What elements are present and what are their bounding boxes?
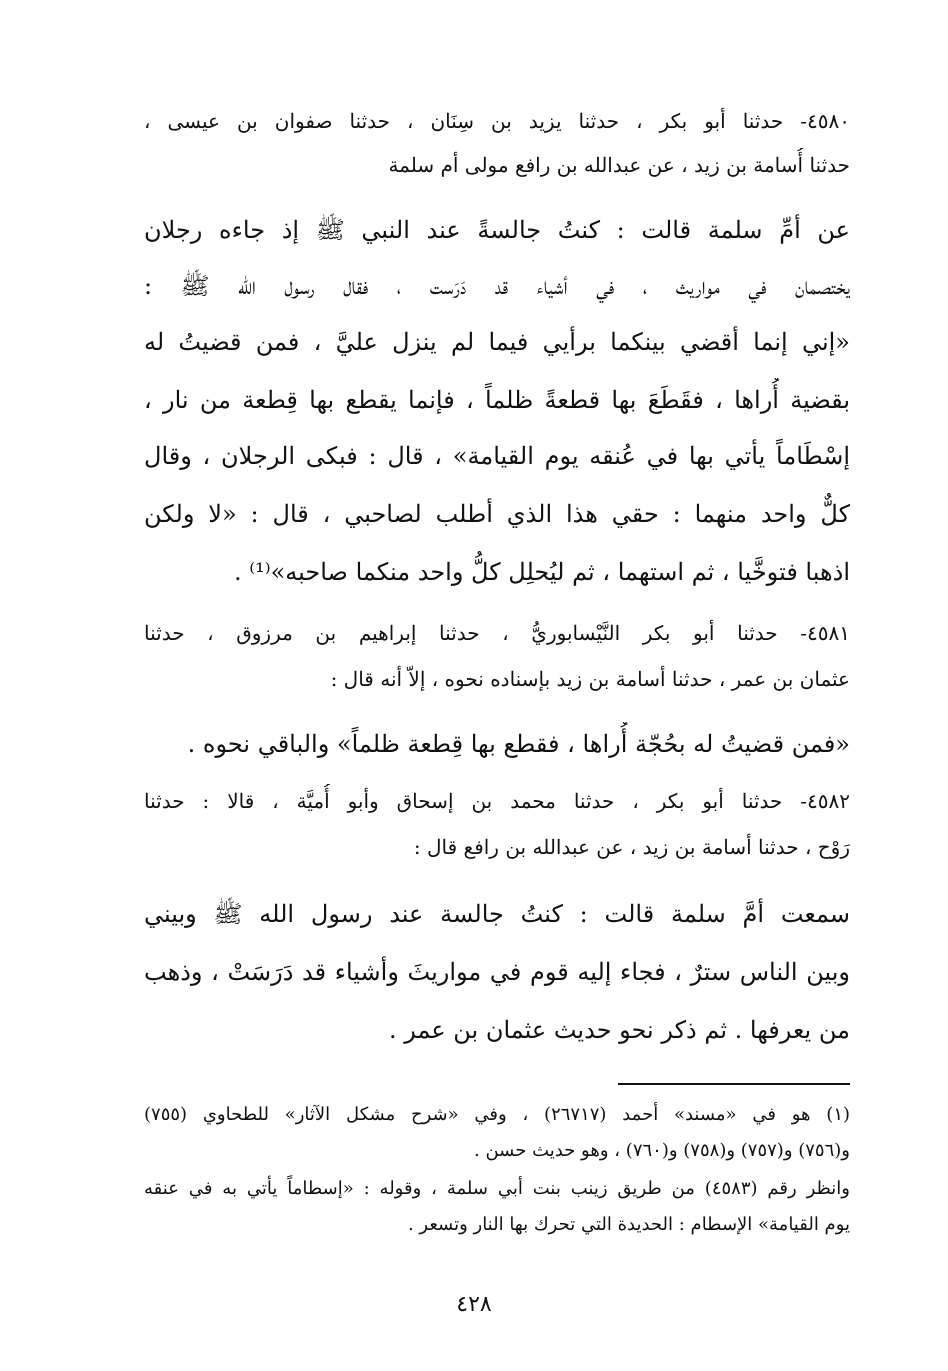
footnote-line-2: و(٧٥٦) و(٧٥٧) و(٧٥٨) و(٧٦٠) ، وهو حديث حسن . — [474, 1140, 850, 1161]
hadith-4582-matn-line-1: سمعت أمَّ سلمة قالت : كنتُ جالسة عند رسول الله ﷺ وبيني — [144, 900, 850, 928]
footnote-line-1: (١) هو في «مسند» أحمد (٢٦٧١٧) ، وفي «شرح مشكل الآثار» للطحاوي (٧٥٥) — [144, 1104, 850, 1125]
page-number: ٤٢٨ — [456, 1292, 492, 1317]
hadith-4580-matn-line-6: كلٌّ واحد منهما : حقي هذا الذي أطلب لصاحبي ، قال : «لا ولكن — [144, 500, 850, 528]
footnote-line-3: وانظر رقم (٤٥٨٣) من طريق زينب بنت أبي سلمة ، وقوله : «إسطاماً يأتي به في عنقه — [144, 1178, 850, 1199]
hadith-4581-isnad-line-2: عثمان بن عمر ، حدثنا أسامة بن زيد بإسناده نحوه ، إلاّ أنه قال : — [330, 667, 850, 691]
hadith-4580-matn-line-2: يختصمان في مواريث ، في أشياء قد دَرَست ، فقال رسول الله ﷺ : — [144, 272, 850, 300]
hadith-4580-matn-line-1: عن أمِّ سلمة قالت : كنتُ جالسةً عند النبي ﷺ إذ جاءه رجلان — [144, 216, 850, 244]
footnote-line-4: يوم القيامة» الإسطام : الحديدة التي تحرك بها النار وتسعر . — [407, 1214, 850, 1235]
hadith-4580-isnad-line-1: ٤٥٨٠- حدثنا أبو بكر ، حدثنا يزيد بن سِنَان ، حدثنا صفوان بن عيسى ، — [144, 109, 850, 133]
hadith-4580-matn-line-3: «إني إنما أقضي بينكما برأيي فيما لم ينزل عليَّ ، فمن قضيتُ له — [144, 328, 850, 356]
hadith-4582-isnad-line-1: ٤٥٨٢- حدثنا أبو بكر ، حدثنا محمد بن إسحاق وأبو أُميَّة ، قالا : حدثنا — [144, 789, 850, 813]
hadith-4580-matn-line-4: بقضية أُراها ، فقَطَعَ بها قطعةً ظلماً ، فإنما يقطع بها قِطعة من نار ، — [144, 386, 850, 414]
hadith-4582-isnad-line-2: رَوْح ، حدثنا أسامة بن زيد ، عن عبدالله بن رافع قال : — [413, 835, 850, 859]
hadith-4582-matn-line-2: وبين الناس سترٌ ، فجاء إليه قوم في مواريثَ وأشياء قد دَرَسَتْ ، وذهب — [144, 958, 850, 986]
hadith-4580-matn-line-7: اذهبا فتوخَّيا ، ثم استهما ، ثم ليُحلِل كلُّ واحد منكما صاحبه»⁽¹⁾ . — [233, 558, 850, 586]
hadith-4582-matn-line-3: من يعرفها . ثم ذكر نحو حديث عثمان بن عمر . — [388, 1016, 850, 1044]
hadith-4580-matn-line-5: إسْطَاماً يأتي بها في عُنقه يوم القيامة» ، قال : فبكى الرجلان ، وقال — [144, 442, 850, 470]
hadith-4580-isnad-line-2: حدثنا أُسامة بن زيد ، عن عبدالله بن رافع مولى أم سلمة — [388, 153, 850, 177]
hadith-4581-isnad-line-1: ٤٥٨١- حدثنا أبو بكر النَّيْسابوريُّ ، حدثنا إبراهيم بن مرزوق ، حدثنا — [144, 621, 850, 645]
footnote-separator — [618, 1083, 850, 1085]
hadith-4581-matn-line-1: «فمن قضيتُ له بحُجّة أُراها ، فقطع بها قِطعة ظلماً» والباقي نحوه . — [187, 730, 850, 758]
